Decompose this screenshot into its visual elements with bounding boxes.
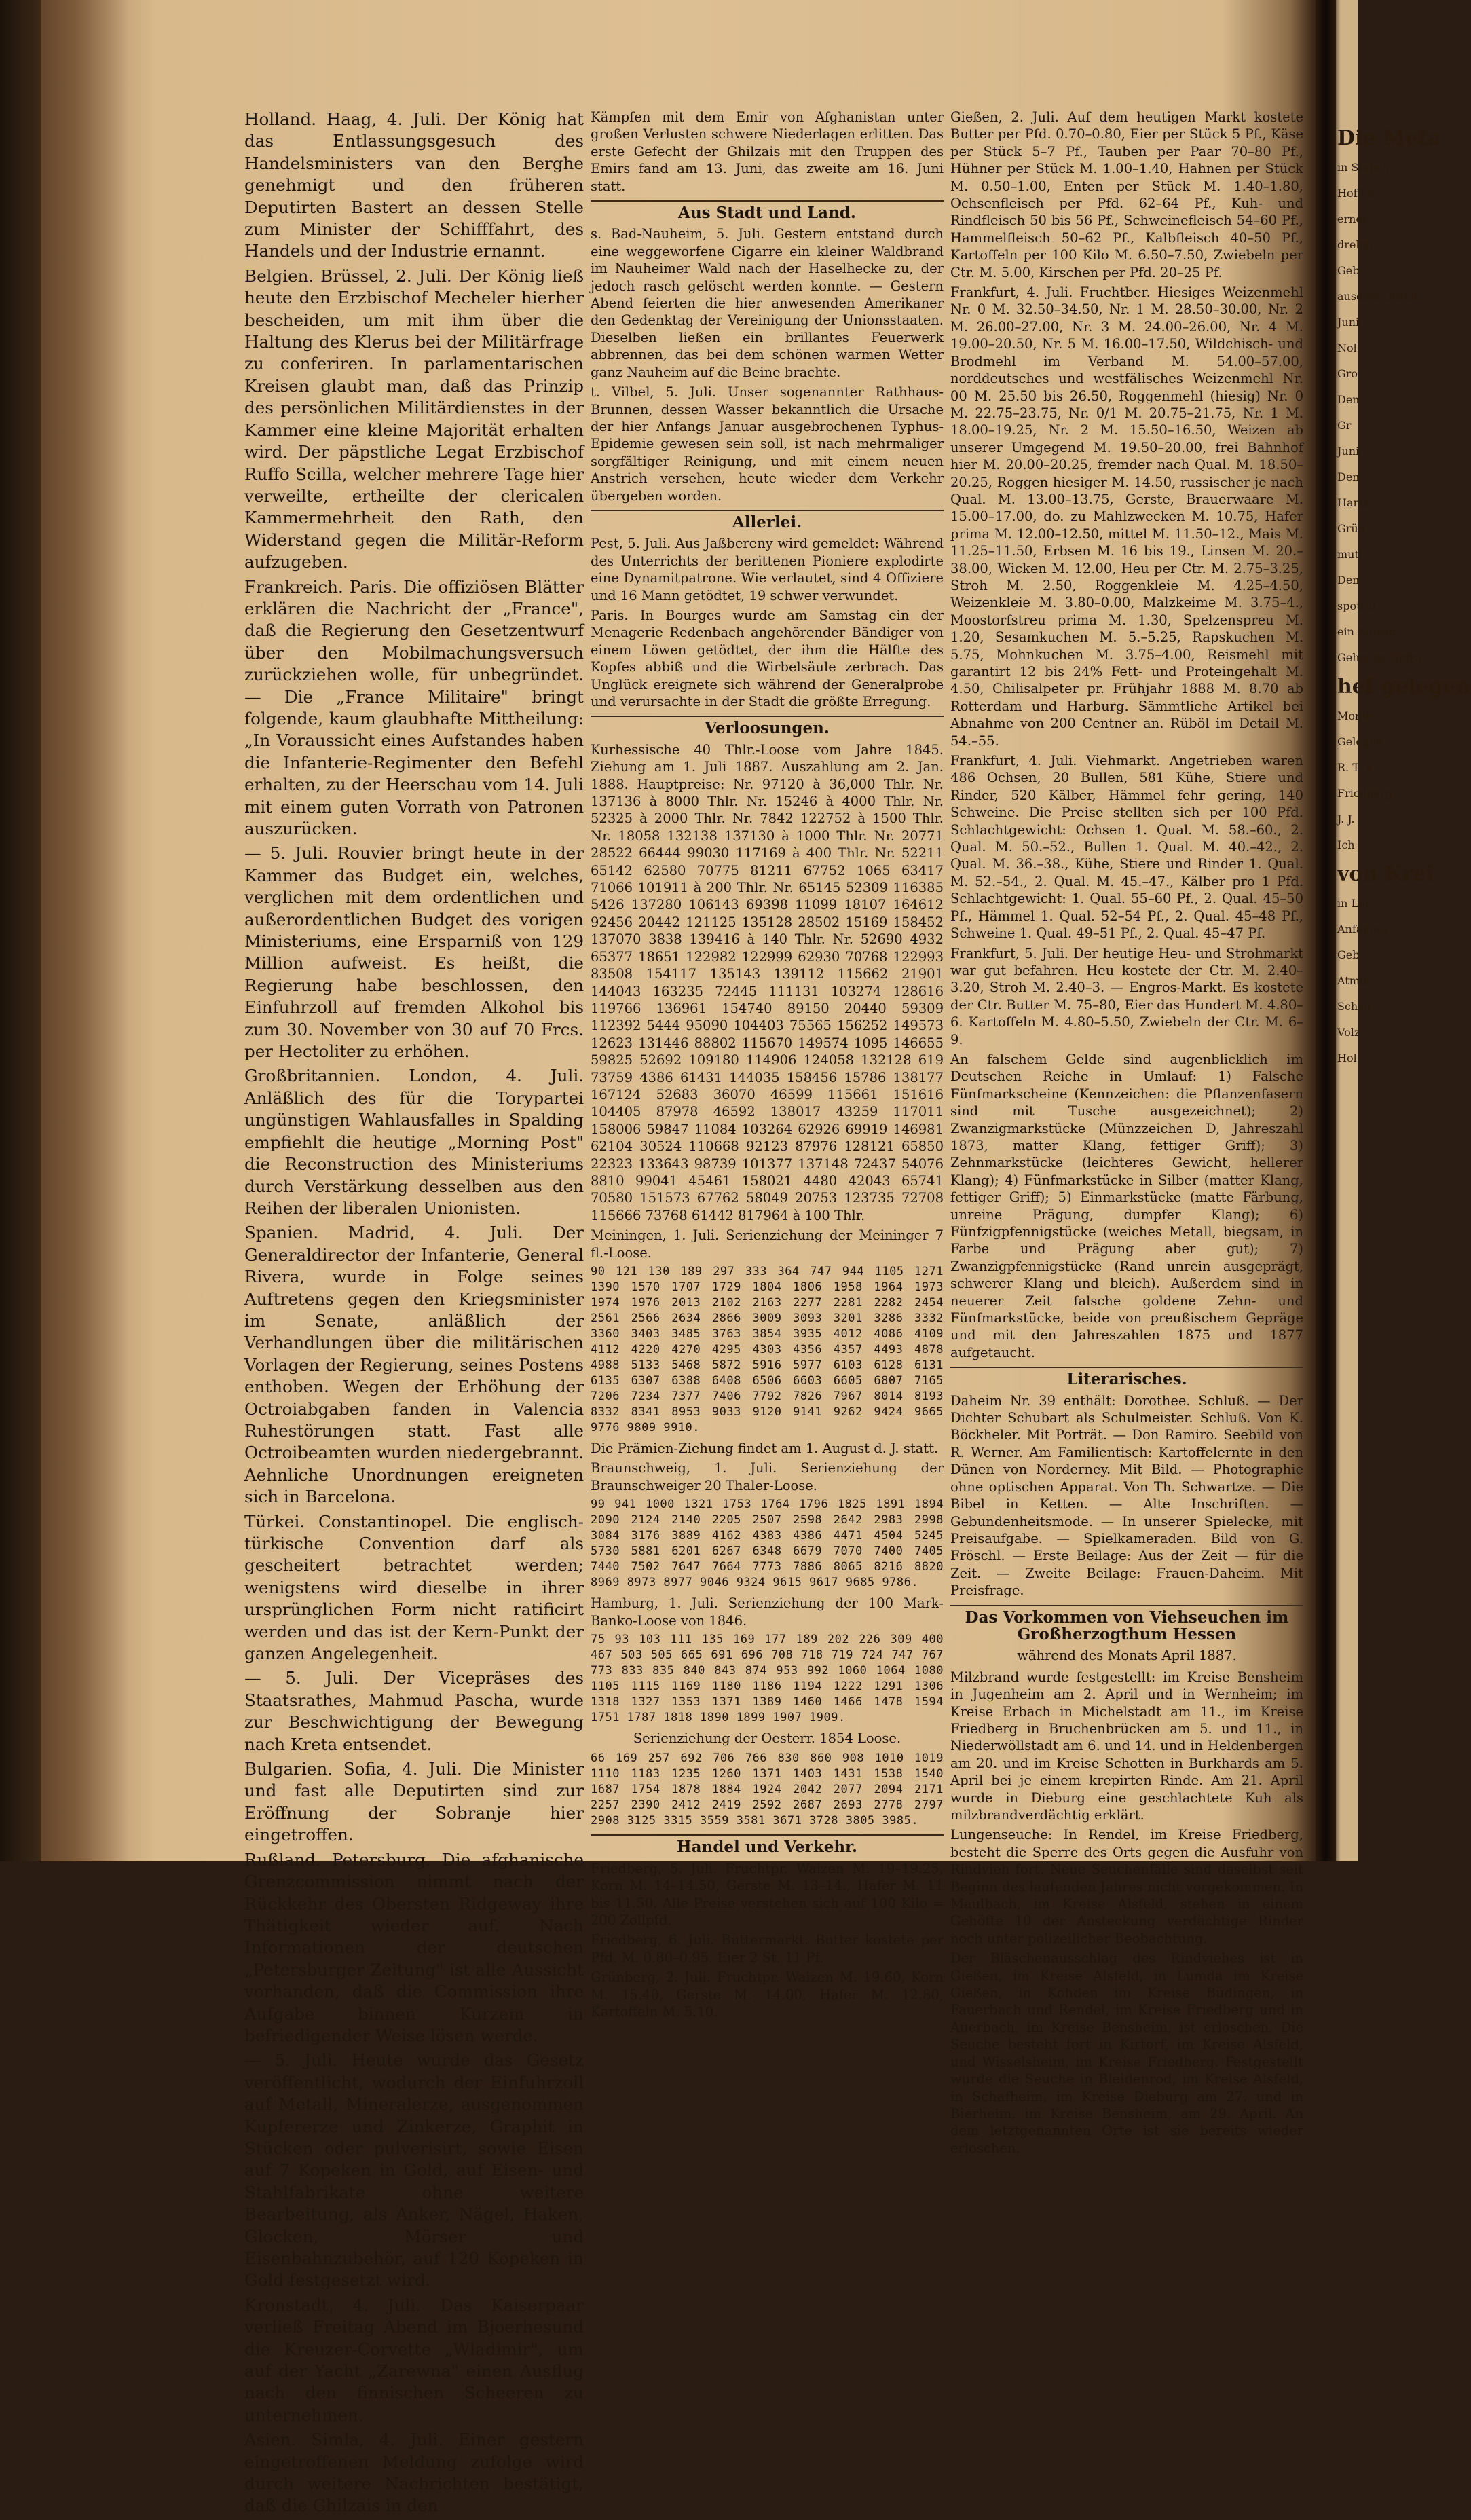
edge-fragment: Atmm <box>1337 974 1371 987</box>
article-russland: Rußland. Petersburg. Die afghanische Grenzcommission nimmt nach der Rückkehr des Obersten Ridgeway ihre Thätigkeit wieder auf. Nach Informationen der deutschen „Petersburger Zeitung" ist alle Aussicht vorhanden, daß die Commission ihre Aufgabe binnen Kurzem in befriedigender Weise lösen werde. <box>244 1849 584 2045</box>
market-giessen: Gießen, 2. Juli. Auf dem heutigen Markt kostete Butter per Pfd. 0.70–0.80, Eier per Stück 5 Pf., Käse per Stück 5–7 Pf., Tauben per Paar 70–80 Pf., Hühner per Stück M. 1.00–1.40, Hahnen per Stück M. 0.50–1.00, Enten per Stück M. 1.40–1.80, Ochsenfleisch per Pfd. 62–64 Pf., Kuh- und Rindfleisch 50 bis 56 Pf., Schweinefleisch 54–60 Pf., Hammelfleisch 50–62 Pf., Kalbfleisch 40–50 Pf., Kartoffeln per 100 Kilo M. 6.50–7.50, Zwiebeln per Ctr. M. 5.00, Kirschen per Pfd. 20–25 Pf. <box>950 109 1303 280</box>
edge-fragment: erner <box>1337 212 1368 225</box>
lottery-hamburg-head: Hamburg, 1. Juli. Serienziehung der 100 Mark-Banko-Loose von 1846. <box>591 1595 944 1629</box>
article-nauheim: s. Bad-Nauheim, 5. Juli. Gestern entstand durch eine weggeworfene Cigarre ein kleiner Waldbrand im Nauheimer Wald nach der Haselhecke zu, der jedoch rasch gelöscht werden konnte. — Gestern Abend feierten die hier anwesenden Amerikaner den Gedenktag der Vereinigung der Unionsstaaten. Dieselben ließen ein brillantes Feuerwerk abbrennen, das bei dem schönen warmen Wetter ganz Nauheim auf die Beine brachte. <box>591 226 944 380</box>
article-grossbritannien: Großbritannien. London, 4. Juli. Anläßlich des für die Torypartei ungünstigen Wahlausfalles in Spalding empfiehlt die heutige „Morning Post" die Reconstruction des Ministeriums durch Verstärkung desselben aus den Reihen der liberalen Unionisten. <box>244 1066 584 1218</box>
section-heading-literarisches: Literarisches. <box>950 1367 1303 1388</box>
section-heading-allerlei: Allerlei. <box>591 510 944 531</box>
edge-fragment: Gr <box>1337 419 1352 432</box>
edge-fragment: Nol <box>1337 341 1357 354</box>
edge-fragment: dreher <box>1337 238 1375 251</box>
edge-fragment: Hoffna <box>1337 187 1375 200</box>
article-tuerkei-2: — 5. Juli. Der Vicepräses des Staatsrathes, Mahmud Pascha, wurde zur Beschwichtigung der Bewegung nach Kreta entsendet. <box>244 1668 584 1754</box>
market-friedberg-butter: Friedberg, 6. Juli. Buttermarkt. Butter kostete per Pfd. M. 0.80–0.95. Eier 2 St. 11 Pf. <box>591 1932 944 1965</box>
column-politics <box>244 109 584 2520</box>
book-binding <box>0 0 41 1861</box>
article-belgien: Belgien. Brüssel, 2. Juli. Der König ließ heute den Erzbischof Mecheler hierher bescheiden, um mit ihm über die Haltung des Klerus bei der Militärfrage zu conferiren. In parlamentarischen Kreisen glaubt man, daß das Prinzip des persönlichen Militärdienstes in der Kammer eine kleine Majorität erhalten wird. Der päpstliche Legat Erzbischof Ruffo Scilla, welcher mehrere Tage hier verweilte, ertheilte der clericalen Kammermehrheit den Rath, den Widerstand gegen die Militär-Reform aufzugeben. <box>244 265 584 572</box>
article-spanien: Spanien. Madrid, 4. Juli. Der Generaldirector der Infanterie, General Rivera, wurde in Folge seines Auftretens gegen den Kriegsminister im Senate, anläßlich der Verhandlungen über die militärischen Vorlagen der Regierung, seines Postens enthoben. Wegen der Erhöhung der Octroiabgaben fanden in Valencia Ruhestörungen statt. Fast alle Octroibeamten wurden niedergebrannt. Aehnliche Unordnungen ereigneten sich in Barcelona. <box>244 1223 584 1507</box>
article-holland: Holland. Haag, 4. Juli. Der König hat das Entlassungsgesuch des Handelsministers van den Berghe genehmigt und den früheren Deputirten Bastert an dessen Stelle zum Minister der Schifffahrt, des Handels und der Industrie ernannt. <box>244 109 584 261</box>
edge-fragment: in Sinbus <box>1337 161 1389 174</box>
article-daheim: Daheim Nr. 39 enthält: Dorothee. Schluß. — Der Dichter Schubart als Schulmeister. Schluß. Von K. Böckheler. Mit Porträt. — Don Ramiro. Seebild von R. Werner. Am Familientisch: Kartoffelernte in den Dünen von Norderney. Mit Bild. — Photographie ohne optischen Apparat. Von Th. Schwartze. — Die Bibel in Ketten. — Alte Inschriften. — Gebundenheitsmode. — In unserer Spielecke, mit Preisaufgabe. — Spielkameraden. Bild von G. Fröschl. — Erste Beilage: Aus der Zeit — für die Zeit. — Zweite Beilage: Frauen-Daheim. Mit Preisfrage. <box>950 1392 1303 1599</box>
section-heading-handel: Handel und Verkehr. <box>591 1834 944 1855</box>
edge-fragment: Gro <box>1337 367 1358 380</box>
section-heading-viehseuchen: Das Vorkommen von Viehseuchen im Großherzogthum Hessen <box>950 1605 1303 1644</box>
article-tuerkei: Türkei. Constantinopel. Die englisch-türkische Convention darf als gescheitert betrachtet werden; wenigstens wird dieselbe in ihrer ursprünglichen Form nicht ratificirt werden und das ist der Kern-Punkt der ganzen Angelegenheit. <box>244 1511 584 1664</box>
market-frankfurt-vieh: Frankfurt, 4. Juli. Viehmarkt. Angetrieben waren 486 Ochsen, 20 Bullen, 581 Kühe, Stiere und Rinder, 520 Kälber, Hämmel fehr gering, 140 Schweine. Die Preise stellten sich per 100 Pfd. Schlachtgewicht: Ochsen 1. Qual. M. 58.–60., 2. Qual. M. 50.–52., Bullen 1. Qual. M. 40.–42., 2. Qual. M. 36.–38., Kühe, Stiere und Rinder 1. Qual. M. 52.–54., 2. Qual. M. 45.–47., Kälber pro 1 Pfd. Schlachtgewicht: 1. Qual. 55–60 Pf., 2. Qual. 45–50 Pf., Hämmel 1. Qual. 52–54 Pf., 2. Qual. 45–48 Pf., Schweine 1. Qual. 49–51 Pf., 2. Qual. 45–47 Pf. <box>950 753 1303 942</box>
edge-fragment: Monte <box>1337 709 1373 722</box>
section-heading-stadt: Aus Stadt und Land. <box>591 200 944 221</box>
article-blaeschenausschlag: Der Bläschenausschlag des Rindviehes ist in Gießen, im Kreise Alsfeld, in Lumda im Kreise Gießen, in Kohden im Kreise Büdingen, in Fauerbach und Rendel, im Kreise Friedberg und in Auerbach, im Kreise Bensheim, ist erloschen. Die Seuche besteht fort in Kirtorf, im Kreise Alsfeld, und Wisselsheim, im Kreise Friedberg. Festgestellt wurde die Seuche in Bleidenrod, im Kreise Alsfeld, in Schafheim, im Kreise Dieburg am 27. und in Bierheim, im Kreise Bensheim, am 29. April. An dem letztgenannten Orte ist sie bereits wieder erloschen. <box>950 1950 1303 2156</box>
article-milzbrand: Milzbrand wurde festgestellt: im Kreise Bensheim in Jugenheim am 2. April und in Wernheim; im Kreise Erbach in Michelstadt am 11., im Kreise Friedberg in Bruchenbrücken am 5. und 11., in Niederwöllstadt am 6. und 14. und in Heldenbergen am 20. und im Kreise Schotten in Burkhards am 5. April bei je einem krepirten Rinde. Am 21. April wurde in Dieburg eine geschlachtete Kuh als milzbrandverdächtig erklärt. <box>950 1669 1303 1823</box>
lottery-oesterreich-numbers: 66 169 257 692 706 766 830 860 908 1010 1019 1110 1183 1235 1260 1371 1403 1431 1538 1540 1687 1754 1878 1884 1924 2042 2077 2094 2171 2257 2390 2412 2419 2592 2687 2693 2778 2797 2908 3125 3315 3559 3581 3671 3728 3805 3985. <box>591 1752 944 1828</box>
lottery-kurhessen: Kurhessische 40 Thlr.-Loose vom Jahre 1845. Ziehung am 1. Juli 1887. Auszahlung am 2. Jan. 1888. Hauptpreise: Nr. 97120 à 36,000 Thlr. Nr. 137136 à 8000 Thlr. Nr. 15246 à 4000 Thlr. Nr. 52325 à 2000 Thlr. Nr. 7842 122752 à 1500 Thlr. Nr. 18058 132138 137130 à 1000 Thlr. Nr. 20771 28522 66444 99030 117169 à 400 Thlr. Nr. 52211 65142 62580 70775 81211 67752 1065 63417 71066 101911 à 200 Thlr. Nr. 65145 52309 116385 5426 137280 106143 69398 11099 18107 164612 92456 20442 121125 135128 28502 15169 158452 137070 3838 139416 à 140 Thlr. Nr. 52690 4932 65377 18651 122982 122999 62930 70768 122993 83508 154117 135143 139112 115662 21901 144043 163235 72445 111131 103274 128616 119766 136961 154740 89150 20440 59309 112392 5444 95090 104403 75565 156252 149573 12623 131446 88802 115670 149574 1095 146655 59825 52692 109180 114906 124058 132128 619 73759 4386 61431 144035 158456 15786 138177 167124 52683 36070 46599 115661 151616 104405 87978 46592 138017 43259 117011 158006 59847 11084 103264 62926 69919 146981 62104 30524 110668 92123 87976 128121 65850 22323 133643 98739 101377 137148 72437 54076 8810 99041 45461 158021 4480 42043 65741 70580 151573 67762 58049 20753 123735 72708 115666 73768 61442 817964 à 100 Thlr. <box>591 741 944 1223</box>
edge-fragment: R. T. 1 <box>1337 761 1372 774</box>
viehseuchen-subtitle: während des Monats April 1887. <box>1017 1648 1237 1664</box>
next-page-edge <box>1337 122 1471 1071</box>
lottery-hamburg-numbers: 75 93 103 111 135 169 177 189 202 226 309 400 467 503 505 665 691 696 708 718 719 724 747 767 773 833 835 840 843 874 953 992 1060 1064 1080 1105 1115 1169 1180 1186 1194 1222 1291 1306 1318 1327 1353 1371 1389 1460 1466 1478 1594 1751 1787 1818 1890 1899 1907 1909. <box>591 1633 944 1725</box>
market-friedberg-frucht: Friedberg, 5. Juli. Fruchtpr. Waizen M. 19–19.25, Korn M. 14–14.50, Gerste M. 13–14., Hafer M. 11 bis 11.50. Alle Preise verstehen sich auf 100 Kilo = 200 Zollpfd. <box>591 1860 944 1929</box>
market-frankfurt-frucht: Frankfurt, 4. Juli. Fruchtber. Hiesiges Weizenmehl Nr. 0 M. 32.50–34.50, Nr. 1 M. 28.50–30.00, Nr. 2 M. 26.00–27.00, Nr. 3 M. 24.00–26.00, Nr. 4 M. 19.00–20.50, Nr. 5 M. 16.00–17.50, Wildchisch- und Brodmehl im Verband M. 54.00–57.00, norddeutsches und westfälisches Weizenmehl Nr. 00 M. 25.50 bis 26.50, Roggenmehl (hiesig) Nr. 0 M. 22.75–23.75, Nr. 0/1 M. 20.75–21.75, Nr. 1 M. 18.00–19.25, Nr. 2 M. 15.50–16.50, Weizen ab unserer Umgegend M. 19.50–20.00, frei Bahnhof hier M. 20.00–20.25, fremder nach Qual. M. 18.50–20.25, Roggen hiesiger M. 14.50, russischer je nach Qual. M. 13.00–13.75, Gerste, Brauerwaare M. 15.00–17.00, do. zu Mahlzwecken M. 10.75, Hafer prima M. 12.00–12.50, mittel M. 11.50–12., Mais M. 11.25–11.50, Erbsen M. 16 bis 19., Linsen M. 20.–38.00, Wicken M. 12.00, Heu per Ctr. M. 2.75–3.25, Stroh M. 2.50, Roggenkleie M. 4.25–4.50, Weizenkleie M. 3.80–0.00, Malzkeime M. 3.75–4., Moostorfstreu prima M. 1.30, Spelzenspreu M. 1.20, Sesamkuchen M. 5.–5.25, Rapskuchen M. 5.75, Mohnkuchen M. 3.75–4.00, Reismehl mit garantirt 12 bis 24% Fett- und Proteingehalt M. 4.50, Chilisalpeter pr. Frühjahr 1888 M. 8.70 ab Rotterdam und Harburg. Sämmtliche Artikel bei Abnahme von 200 Centner an. Rüböl im Detail M. 54.–55. <box>950 284 1303 749</box>
section-heading-verloosungen: Verloosungen. <box>591 716 944 737</box>
article-asien-continued: Kämpfen mit dem Emir von Afghanistan unter großen Verlusten schwere Niederlagen erlitten. Das erste Gefecht der Ghilzais mit den Truppen des Emirs fand am 13. Juni, das zweite am 16. Juni statt. <box>591 109 944 194</box>
article-asien: Asien. Simla, 4. Juli. Einer gestern eingetroffenen Meldung zufolge wird durch weitere Nachrichten bestätigt, daß die Ghilzais in den <box>244 2430 584 2516</box>
edge-fragment: Dem <box>1337 393 1363 406</box>
edge-fragment: Hol <box>1337 1052 1357 1064</box>
article-vilbel: t. Vilbel, 5. Juli. Unser sogenannter Rathhaus-Brunnen, dessen Wasser bekanntlich die Ursache der hier Anfangs Januar ausgebrochenen Typhus-Epidemie gewesen sein soll, ist nach mehrmaliger sorgfältiger Reinigung, und mit einem neuen Anstrich versehen, heute wieder dem Verkehr übergeben worden. <box>591 384 944 504</box>
edge-fragment: Friedberg <box>1337 787 1393 800</box>
article-paris: Paris. In Bourges wurde am Samstag ein der Menagerie Redenbach angehörender Bändiger von einem Löwen getödtet, der ihm die Hälfte des Kopfes abbiß und die Wirbelsäule zerbrach. Das Unglück ereignete sich während der Generalprobe und verursachte in der Stadt die größte Erregung. <box>591 607 944 709</box>
edge-fragment: Schäll <box>1337 1000 1371 1013</box>
edge-fragment: Ich <box>1337 838 1355 851</box>
notice-falschgeld: An falschem Gelde sind augenblicklich im Deutschen Reiche in Umlauf: 1) Falsche Fünfmarkscheine (Kennzeichen: die Pflanzenfasern sind mit Tusche ausgezeichnet); 2) Zwanzigmarkstücke (Münzzeichen D, Jahreszahl 1873, matter Klang, fettiger Griff); 3) Zehnmarkstücke (leichteres Gewicht, hellerer Klang); 4) Fünfmarkstücke in Silber (matter Klang, fettiger Griff); 5) Einmarkstücke (matte Färbung, unreine Prägung, dumpfer Klang); 6) Fünfzigpfennigstücke (weiches Metall, biegsam, in Farbe und Prägung aber gut); 7) Zwanzigpfennigstücke (Rand unrein ausgeprägt, schwerer Klang und bleich). Außerdem sind in neuerer Zeit falsche goldene Zehn- und Fünfmarkstücke, beide von preußischem Gepräge und mit den Jahreszahlen 1875 und 1877 aufgetaucht. <box>950 1051 1303 1360</box>
edge-fragment: ausdem Gesch <box>1337 290 1417 303</box>
lottery-oesterreich-head: Serienziehung der Oesterr. 1854 Loose. <box>633 1730 901 1747</box>
lottery-braunschweig-head: Braunschweig, 1. Juli. Serienziehung der Braunschweiger 20 Thaler-Loose. <box>591 1460 944 1494</box>
edge-fragment: spotrai <box>1337 599 1376 612</box>
article-russland-2: — 5. Juli. Heute wurde das Gesetz veröffentlicht, wodurch der Einfuhrzoll auf Metall, Mineralerze, ausgenommen Kupfererze und Zinkerze, Graphit in Stücken oder pulverisirt, sowie Eisen auf 7 Kopeken in Gold, auf Eisen- und Stahlfabrikate ohne weitere Bearbeitung, als Anker, Nägel, Haken, Glocken, Mörser und Eisenbahnzubehör, auf 120 Kopeken in Gold festgesetzt wird. <box>244 2050 584 2291</box>
lottery-meiningen-head: Meiningen, 1. Juli. Serienziehung der Meininger 7 fl.-Loose. <box>591 1227 944 1261</box>
edge-fragment: Dem <box>1337 574 1363 587</box>
edge-fragment: ein Antrag <box>1337 625 1396 638</box>
edge-fragment: muth <box>1337 548 1366 561</box>
lottery-braunschweig-numbers: 99 941 1000 1321 1753 1764 1796 1825 1891 1894 2090 2124 2140 2205 2507 2598 2642 2983 2998 3084 3176 3889 4162 4383 4386 4471 4504 5245 5730 5881 6201 6267 6348 6679 7070 7400 7405 7440 7502 7647 7664 7773 7886 8065 8216 8820 8969 8973 8977 9046 9324 9615 9617 9685 9786. <box>591 1498 944 1590</box>
edge-fragment: Gelegen <box>1337 735 1383 748</box>
edge-fragment: hef gelegen <box>1337 675 1471 699</box>
market-gruenberg: Grünberg, 2. Juli. Fruchtpr. Waizen M. 19.60, Korn M. 15.40, Gerste M. 14.00, Hafer M. 12.80, Kartoffeln M. 5.10. <box>591 1969 944 2020</box>
article-bulgarien: Bulgarien. Sofia, 4. Juli. Die Minister und fast alle Deputirten sind zur Eröffnung der Sobranje hier eingetroffen. <box>244 1759 584 1845</box>
edge-fragment: Anfänger <box>1337 923 1388 935</box>
article-kronstadt: Kronstadt, 4. Juli. Das Kaiserpaar verließ Freitag Abend im Bjoerhesund die Kreuzer-Corvette „Wladimir", um auf der Yacht „Zarewna" einen Ausflug nach den finnischen Scheeren zu unternehmen. <box>244 2295 584 2425</box>
column-local <box>591 109 944 2024</box>
edge-fragment: Gehende Hofra <box>1337 651 1421 664</box>
column-markets <box>950 109 1303 2160</box>
page-gutter <box>1316 0 1336 1861</box>
article-pest: Pest, 5. Juli. Aus Jaßbereny wird gemeldet: Während des Unterrichts der berittenen Pioniere explodirte eine Dynamitpatrone. Wie verlautet, sind 4 Offiziere und 16 Mann getödtet, 19 schwer verwundet. <box>591 536 944 604</box>
edge-fragment: von Krei <box>1337 862 1434 886</box>
edge-fragment: in Lor <box>1337 897 1371 910</box>
edge-fragment: Dem <box>1337 470 1363 483</box>
market-frankfurt-heu: Frankfurt, 5. Juli. Der heutige Heu- und Strohmarkt war gut befahren. Heu kostete der Ctr. M. 2.40–3.20, Stroh M. 2.40–3. — Engros-Markt. Es kostete der Ctr. Butter M. 75–80, Eier das Hundert M. 4.80–6. Kartoffeln M. 4.80–5.50, Zwiebeln der Ctr. M. 6–9. <box>950 945 1303 1048</box>
edge-fragment: Volz <box>1337 1026 1360 1039</box>
edge-fragment: Gebr. <box>1337 264 1367 277</box>
article-frankreich-2: — 5. Juli. Rouvier bringt heute in der Kammer das Budget ein, welches, verglichen mit dem ordentlichen und außerordentlichen Budget des vorigen Ministeriums, eine Ersparniß von 129 Million aufweist. Es heißt, die Regierung habe beschlossen, den Einfuhrzoll auf fremden Alkohol bis zum 30. November von 30 auf 70 Frcs. per Hectoliter zu erhöhen. <box>244 843 584 1062</box>
edge-fragment: Hand <box>1337 496 1368 509</box>
lottery-meiningen-numbers: 90 121 130 189 297 333 364 747 944 1105 1271 1390 1570 1707 1729 1804 1806 1958 1964 1973 1974 1976 2013 2102 2163 2277 2281 2282 2454 2561 2566 2634 2866 3009 3093 3201 3286 3332 3360 3403 3485 3763 3854 3935 4012 4086 4109 4112 4220 4270 4295 4303 4356 4357 4493 4878 4988 5133 5468 5872 5916 5977 6103 6128 6131 6135 6307 6388 6408 6506 6603 6605 6807 7165 7206 7234 7377 7406 7792 7826 7967 8014 8193 8332 8341 8953 9033 9120 9141 9262 9424 9665 9776 9809 9910. <box>591 1265 944 1434</box>
edge-fragment: Juni <box>1337 445 1360 458</box>
edge-fragment: J. J. <box>1337 813 1355 826</box>
article-lungenseuche: Lungenseuche: In Rendel, im Kreise Friedberg, besteht die Sperre des Orts gegen die Ausfuhr von Rindvieh fort. Neue Seuchenfälle sind daselbst seit Beginn des laufenden Jahres nicht vorgekommen. In Maulbach, im Kreise Alsfeld, stehen in einem Gehöfte 10 der Ansteckung verdächtige Rinder noch unter polizeilicher Beobachtung. <box>950 1827 1303 1946</box>
edge-fragment: Juni <box>1337 316 1360 329</box>
lottery-meiningen-note: Die Prämien-Ziehung findet am 1. August d. J. statt. <box>591 1441 939 1456</box>
edge-fragment: Grün <box>1337 522 1366 535</box>
edge-fragment: Geb <box>1337 948 1360 961</box>
article-frankreich: Frankreich. Paris. Die offiziösen Blätter erklären die Nachricht der „France", daß die Regierung den Gesetzentwurf über den Mobilmachungsversuch zurückziehen wolle, für unbegründet. — Die „France Militaire" bringt folgende, kaum glaubhafte Mittheilung: „In Voraussicht eines Aufstandes haben die Infanterie-Regimenter den Befehl erhalten, zu der Heerschau vom 14. Juli mit einem guten Vorrath von Patronen auszurücken. <box>244 576 584 838</box>
edge-fragment: Die Meta <box>1337 126 1441 150</box>
